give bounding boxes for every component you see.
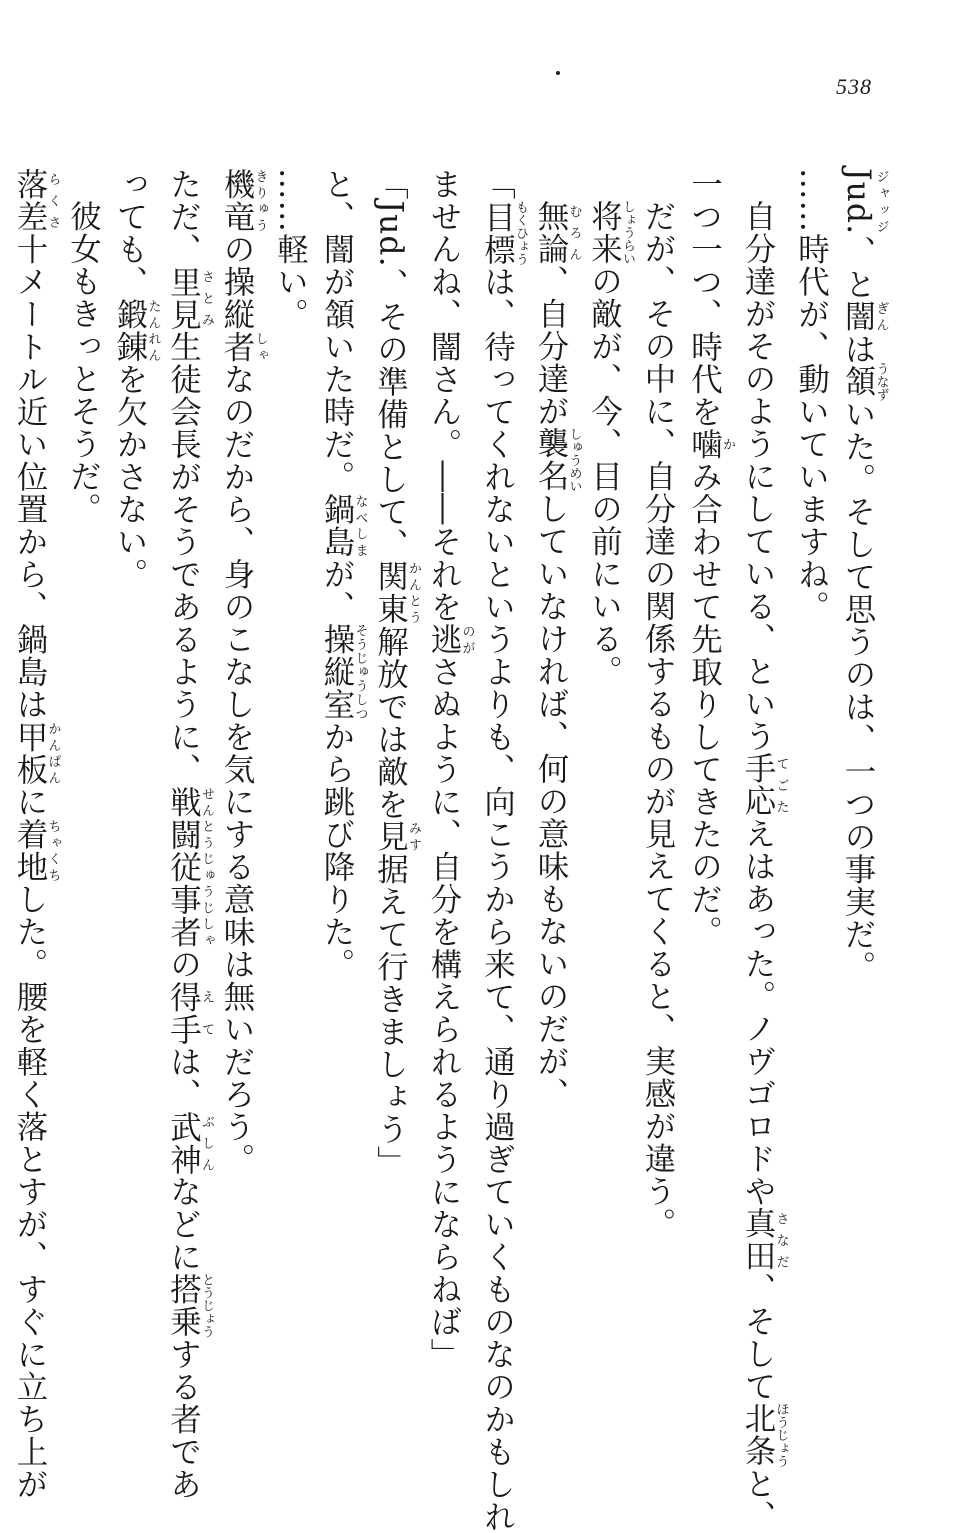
text-line-10: 「Jud.、その準備として、関東かんとう解放では敵を見みす据えて行きましょう」 [372,168,421,1178]
text-line-14: ただ、里見さとみ生徒会長がそうであるように、戦闘従事者せんとうじゅうじしゃの得手えては、武神ぶしんなどに搭乗とうじょうする者であ [165,168,214,1501]
text-line-6: 将来しょうらいの敵が、今、目の前にいる。 [586,199,635,687]
text-line-7: 無論むろん、自分達が襲名しゅうめいしていなければ、何の意味もないのだが、 [533,199,582,1110]
text-line-8: 「目標もくひょうは、待ってくれないというよりも、向こうから来て、通り過ぎていくものなのかもしれ [479,168,528,1533]
text-line-17: 落差らくさ十メートル近い位置から、鍋島は甲板かんぱんに着地ちゃくちした。腰を軽く落とすが、すぐに立ち上が [12,168,61,1501]
text-line-5: だが、その中に、自分達の関係するものが見えてくると、実感が違う。 [640,199,676,1240]
text-line-2: ……時代が、動いていますね。 [793,168,830,623]
text-line-3: 自分達がそのようにしている、という手応てごたえはあった。ノヴゴロドや真田さなだ、そして北条ほうじょうと、 [740,199,789,1532]
print-speck [556,71,560,75]
vertical-text-body [12,168,889,1533]
text-line-12: ……軽い。 [272,168,309,331]
text-line-15: っても、鍛錬たんれんを欠かさない。 [112,168,161,591]
text-line-11: と、闇が頷いた時だ。鍋島なべしまが、操縦室そうじゅうしつから跳び降りた。 [319,168,368,981]
text-line-4: 一つ一つ、時代を噛かみ合わせて先取りしてきたのだ。 [686,168,735,948]
text-line-1: Jud.ジャッジ、と闇ぎんは頷うなずいた。そして思うのは、一つの事実だ。 [840,168,889,983]
text-line-13: 機竜きりゅうの操縦者しゃなのだから、身のこなしを気にする意味は無いだろう。 [219,168,268,1176]
text-line-9: ませんね、闇さん。――それを逃のがさぬように、自分を構えられるようにならねば」 [426,168,475,1371]
page-number: 538 [836,74,872,99]
text-line-16: 彼女もきっとそうだ。 [65,199,102,525]
